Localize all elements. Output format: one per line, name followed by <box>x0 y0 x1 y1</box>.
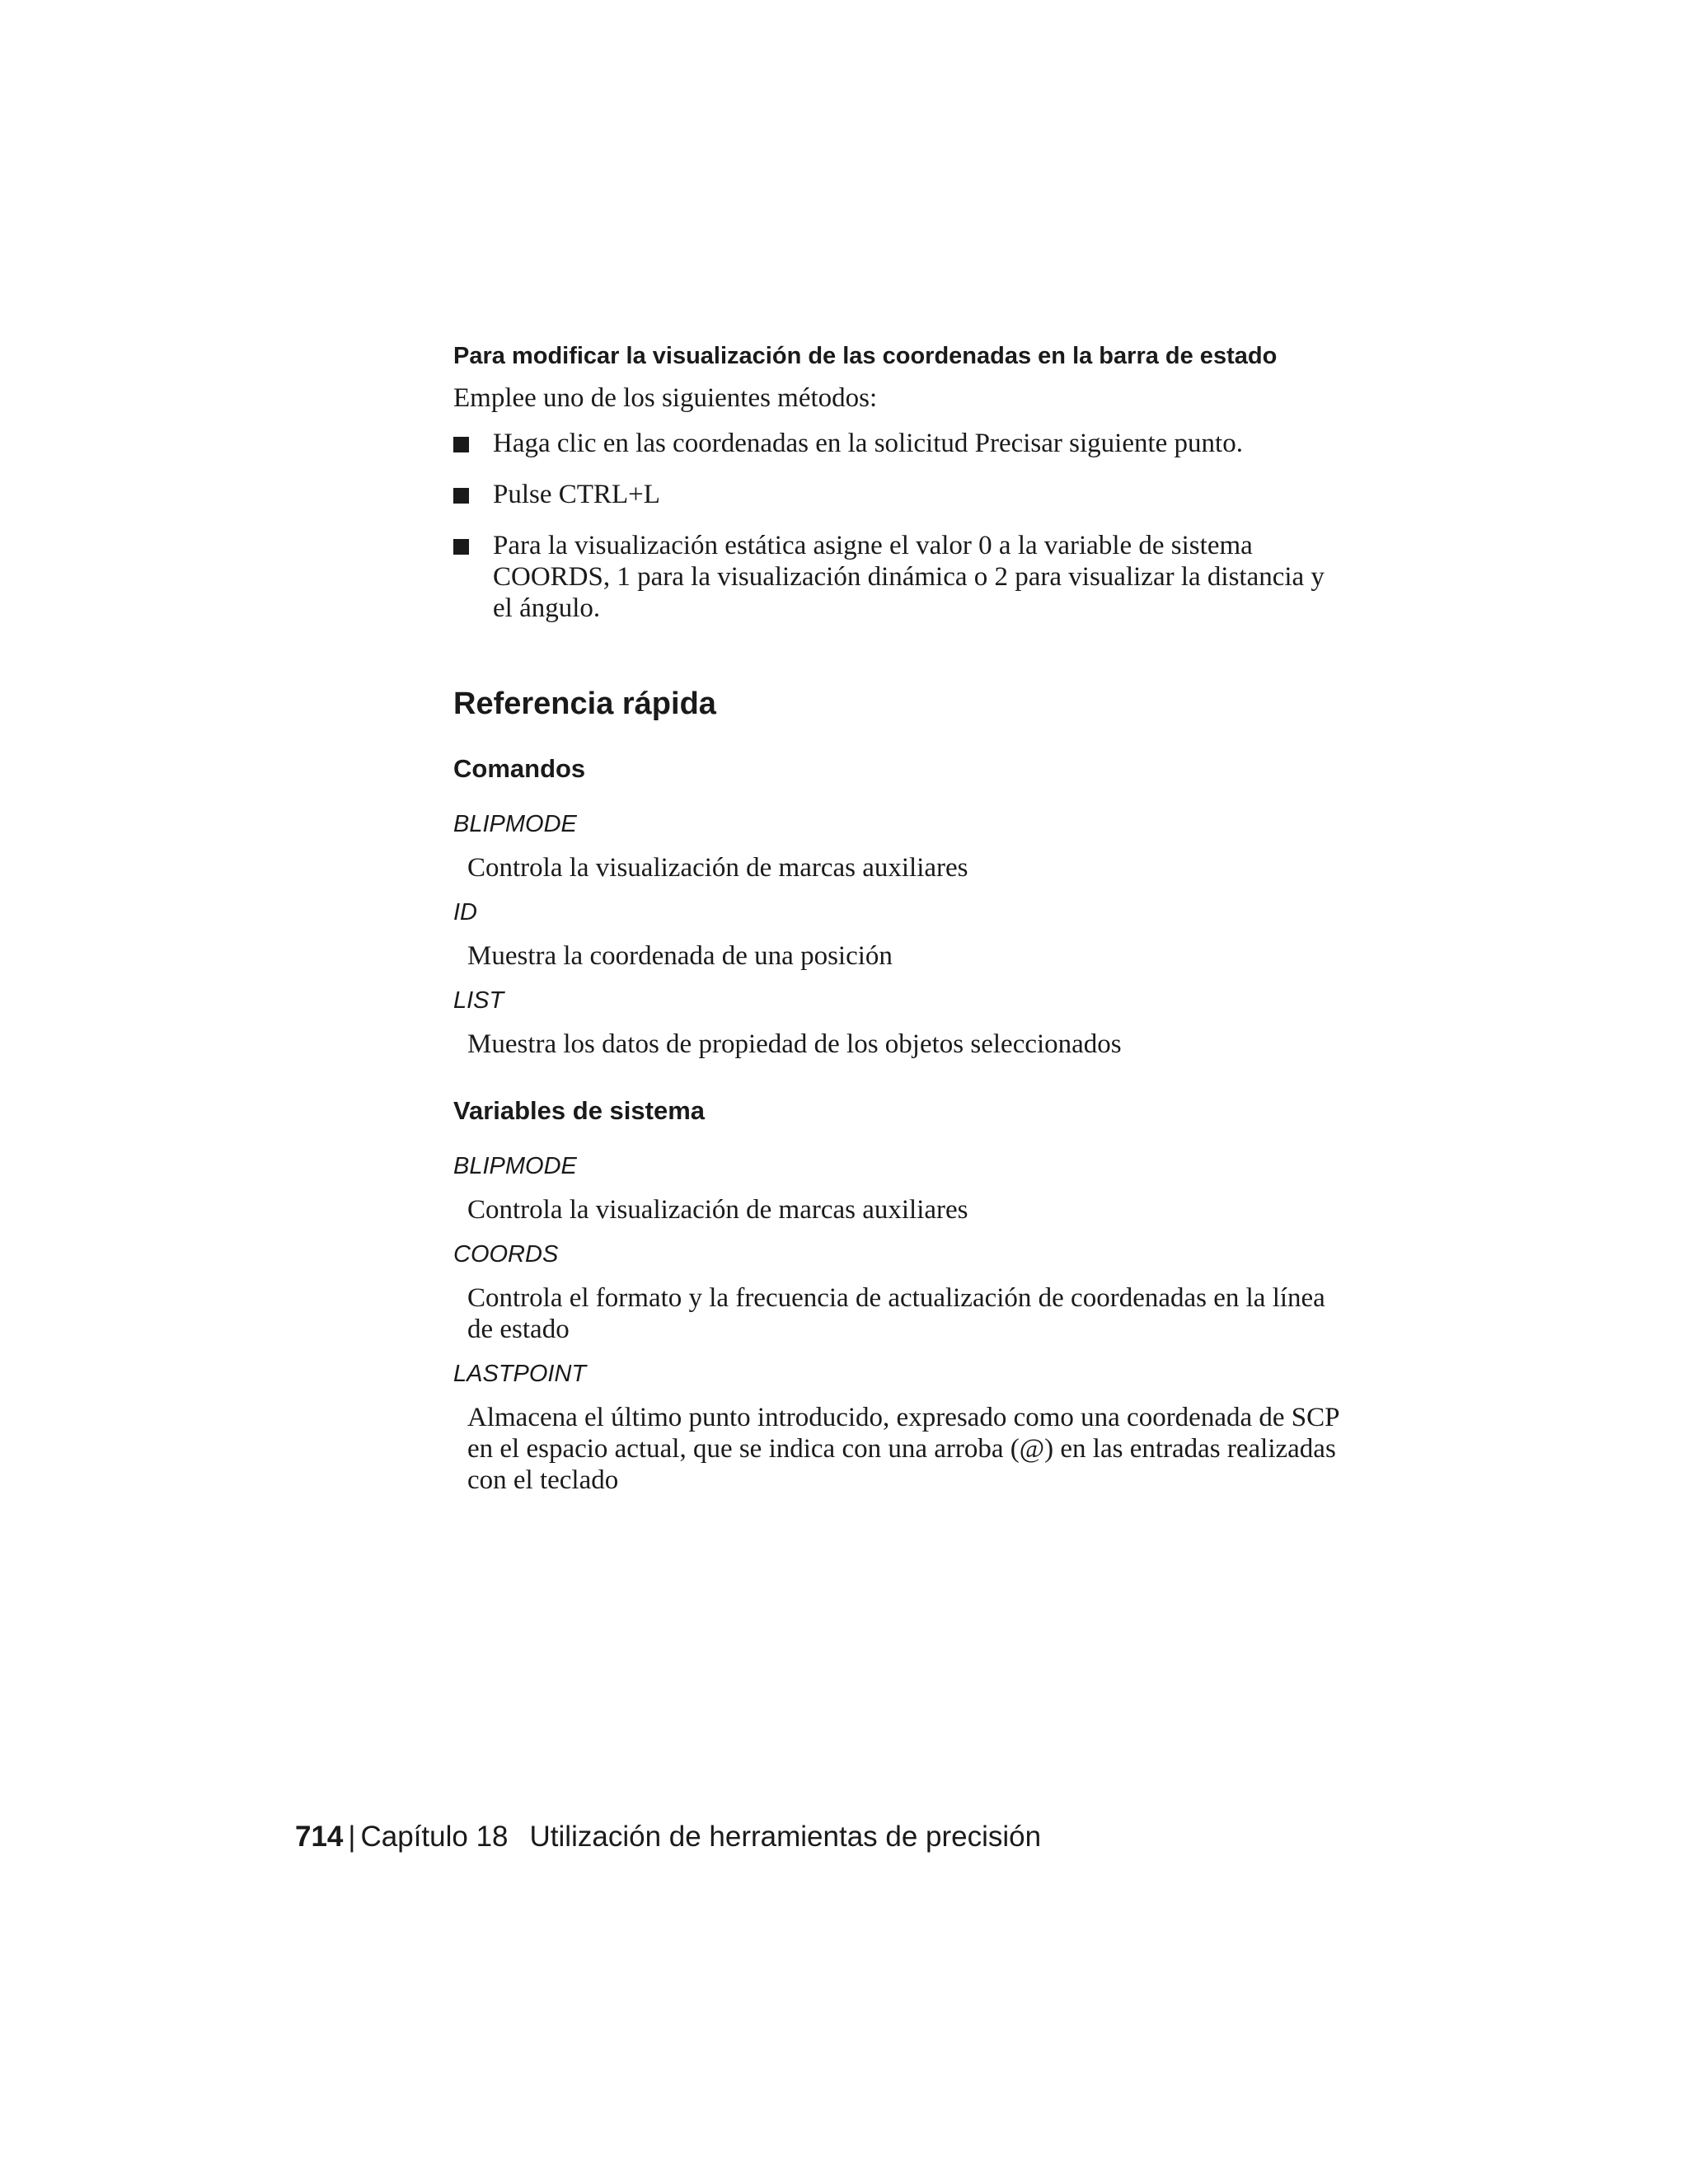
system-variables-list <box>453 1151 1343 1496</box>
command-description: Muestra los datos de propiedad de los objetos seleccionados <box>467 1029 1122 1059</box>
page-content <box>453 340 1343 1509</box>
command-term: ID <box>453 899 477 926</box>
variable-term: COORDS <box>453 1241 559 1268</box>
list-item <box>453 479 1343 510</box>
list-item-text: Haga clic en las coordenadas en la solicitud Precisar siguiente punto. <box>493 429 1243 458</box>
footer-chapter: Capítulo 18 <box>360 1821 509 1853</box>
page-footer <box>295 1819 1041 1855</box>
variable-term: LASTPOINT <box>453 1361 587 1387</box>
command-term: LIST <box>453 987 504 1014</box>
procedure-heading: Para modificar la visualización de las coordenadas en la barra de estado <box>453 343 1278 369</box>
list-item-text: Pulse CTRL+L <box>493 480 660 509</box>
page-number: 714 <box>295 1821 344 1853</box>
variable-description: Controla la visualización de marcas auxiliares <box>467 1195 968 1225</box>
footer-chapter-title: Utilización de herramientas de precisión <box>529 1821 1042 1853</box>
list-item-text: Para la visualización estática asigne el valor 0 a la variable de sistema COORDS, 1 para la visualización dinámica o 2 para visualizar la distancia y el ángulo. <box>493 531 1325 623</box>
variable-term: BLIPMODE <box>453 1153 577 1179</box>
command-term: BLIPMODE <box>453 811 577 837</box>
command-description: Muestra la coordenada de una posición <box>467 941 893 971</box>
procedure-bullet-list <box>453 428 1343 624</box>
list-item <box>453 428 1343 459</box>
subsection-title-system-variables: Variables de sistema <box>453 1096 706 1125</box>
list-item <box>453 530 1343 624</box>
square-bullet-icon <box>453 437 469 452</box>
square-bullet-icon <box>453 539 469 555</box>
variable-description: Controla el formato y la frecuencia de actualización de coordenadas en la línea de estado <box>467 1283 1325 1344</box>
subsection-title-commands: Comandos <box>453 754 586 783</box>
square-bullet-icon <box>453 488 469 504</box>
procedure-intro: Emplee uno de los siguientes métodos: <box>453 383 878 413</box>
footer-separator: | <box>348 1821 356 1853</box>
command-description: Controla la visualización de marcas auxiliares <box>467 853 968 883</box>
variable-description: Almacena el último punto introducido, expresado como una coordenada de SCP en el espacio actual, que se indica con una arroba (@) en las entradas realizadas con el teclado <box>467 1403 1339 1495</box>
commands-list <box>453 808 1343 1060</box>
section-title-quick-reference: Referencia rápida <box>453 687 716 721</box>
